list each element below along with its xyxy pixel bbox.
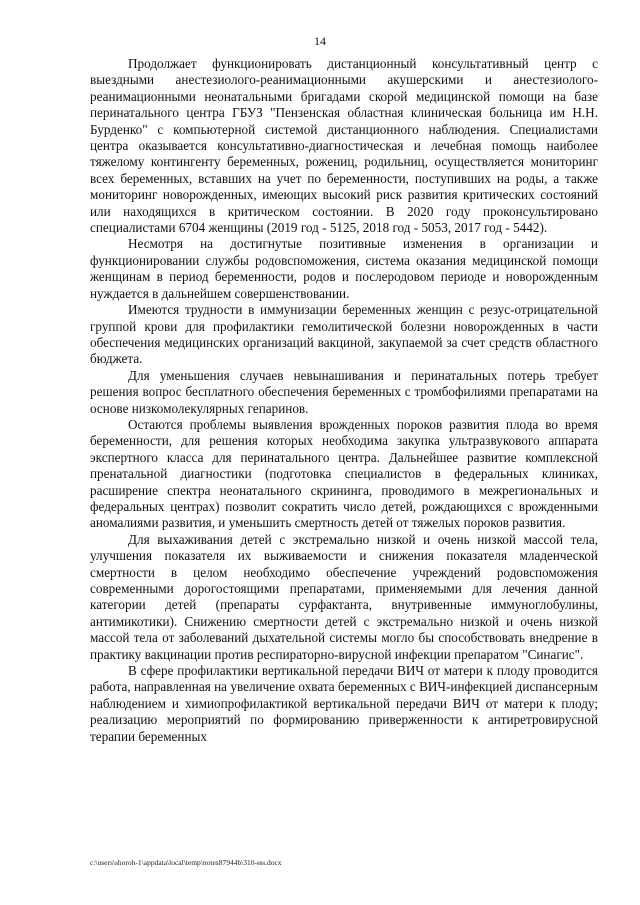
paragraph-consultative-center: Продолжает функционировать дистанционный консультативный центр с выездными анестезиолого-реанимационными акушерскими и анестезиолого-реанимационными неонатальными бригадами скорой медицинской помощи на базе перинатального центра ГБУЗ "Пензенская областная клиническая больница им Н.Н. Бурденко" с компьютерной системой дистанционного наблюдения. Специалистами центра оказывается консультативно-диагностическая и лечебная помощь наиболее тяжелому контингенту беременных, рожениц, родильниц, осуществляется мониторинг всех беременных, вставших на учет по беременности, поступивших на роды, а также мониторинг новорожденных, имеющих высокий риск развития критических состояний или находящихся в критическом состоянии. В 2020 году проконсультировано специалистами 6704 женщины (2019 год - 5125, 2018 год - 5053, 2017 год - 5442).: [90, 56, 598, 236]
paragraph-hiv-prevention: В сфере профилактики вертикальной передачи ВИЧ от матери к плоду проводится работа, направленная на увеличение охвата беременных с ВИЧ-инфекцией диспансерным наблюдением и химиопрофилактикой вертикальной передачи ВИЧ от матери к плоду; реализацию мероприятий по формированию приверженности к антиретровирусной терапии беременных: [90, 663, 598, 744]
paragraph-service-improvement: Несмотря на достигнутые позитивные изменения в организации и функционировании службы родовспоможения, система оказания медицинской помощи женщинам в период беременности, родов и послеродовом периоде и новорожденным нуждается в дальнейшем совершенствовании.: [90, 236, 598, 301]
paragraph-low-birth-weight: Для выхаживания детей с экстремально низкой и очень низкой массой тела, улучшения показателя их выживаемости и снижения показателя младенческой смертности в целом необходимо обеспечение учреждений родовспоможения современными дорогостоящими препаратами, применяемыми для лечения данной категории детей (препараты сурфактанта, внутривенные иммуноглобулины, антимикотики). Снижению смертности детей с экстремально низкой и очень низкой массой тела от заболеваний дыхательной системы могло бы способствовать внедрение в практику вакцинации против респираторно-вирусной инфекции препаратом "Синагис".: [90, 531, 598, 662]
footer-file-path: c:\users\shoroh-1\appdata\local\temp\notes87944b\310-ин.docx: [90, 858, 282, 867]
paragraph-prenatal-diagnostics: Остаются проблемы выявления врожденных пороков развития плода во время беременности, для решения которых необходима закупка ультразвукового аппарата экспертного класса для перинатального центра. Дальнейшее развитие комплексной пренатальной диагностики (подготовка специалистов в федеральных клиниках, расширение спектра неонатального скрининга, проводимого в межрегиональных и федеральных центрах) позволит сократить число детей, рождающихся с врожденными аномалиями развития, и уменьшить смертность детей от тяжелых пороков развития.: [90, 416, 598, 531]
document-body: [90, 56, 598, 745]
paragraph-thrombophilia: Для уменьшения случаев невынашивания и перинатальных потерь требует решения вопрос бесплатного обеспечения беременных с тромбофилиями препаратами на основе низкомолекулярных гепаринов.: [90, 367, 598, 416]
paragraph-immunization: Имеются трудности в иммунизации беременных женщин с резус-отрицательной группой крови для профилактики гемолитической болезни новорожденных в части обеспечения медицинских организаций вакциной, закупаемой за счет средств областного бюджета.: [90, 302, 598, 367]
page-number: 14: [314, 34, 326, 48]
